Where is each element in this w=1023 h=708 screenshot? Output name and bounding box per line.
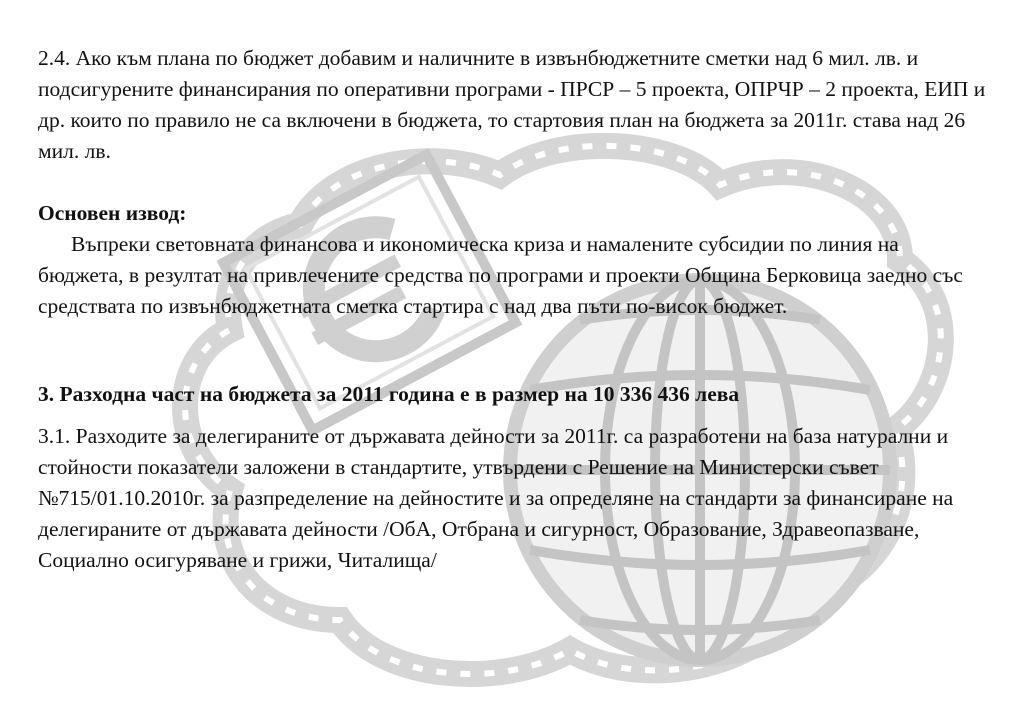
document-page (38, 43, 988, 576)
section-3-heading: 3. Разходна част на бюджета за 2011 година е в размер на 10 336 436 лева (38, 382, 740, 406)
paragraph-3-1: 3.1. Разходите за делегираните от държавата дейности за 2011г. са разработени на база натурални и стойности показатели заложени в стандартите, утвърдени с Решение на Министерски съвет №715/01.10.2010г. за разпределение на дейностите и за определяне на стандарти за финансиране на делегираните от държавата дейности /ОбА, Отбрана и сигурност, Образование, Здравеопазване, Социално осигуряване и грижи, Читалища/ (38, 424, 954, 572)
conclusion-text: Въпреки световната финансова и икономическа криза и намалените субсидии по линия на бюджета, в резултат на привлечените средства по програми и проекти Община Берковица заедно със средствата по извънбюджетната сметка стартира с над два пъти по-висок бюджет. (38, 232, 963, 318)
paragraph-2-4: 2.4. Ако към плана по бюджет добавим и наличните в извънбюджетните сметки над 6 мил. лв. и подсигурените финансирания по оперативни програми - ПРСР – 5 проекта, ОПРЧР – 2 проекта, ЕИП и др. които по правило не са включени в бюджета, то стартовия план на бюджета за 2011г. става над 26 мил. лв. (38, 46, 986, 163)
conclusion-heading: Основен извод: (38, 201, 187, 225)
